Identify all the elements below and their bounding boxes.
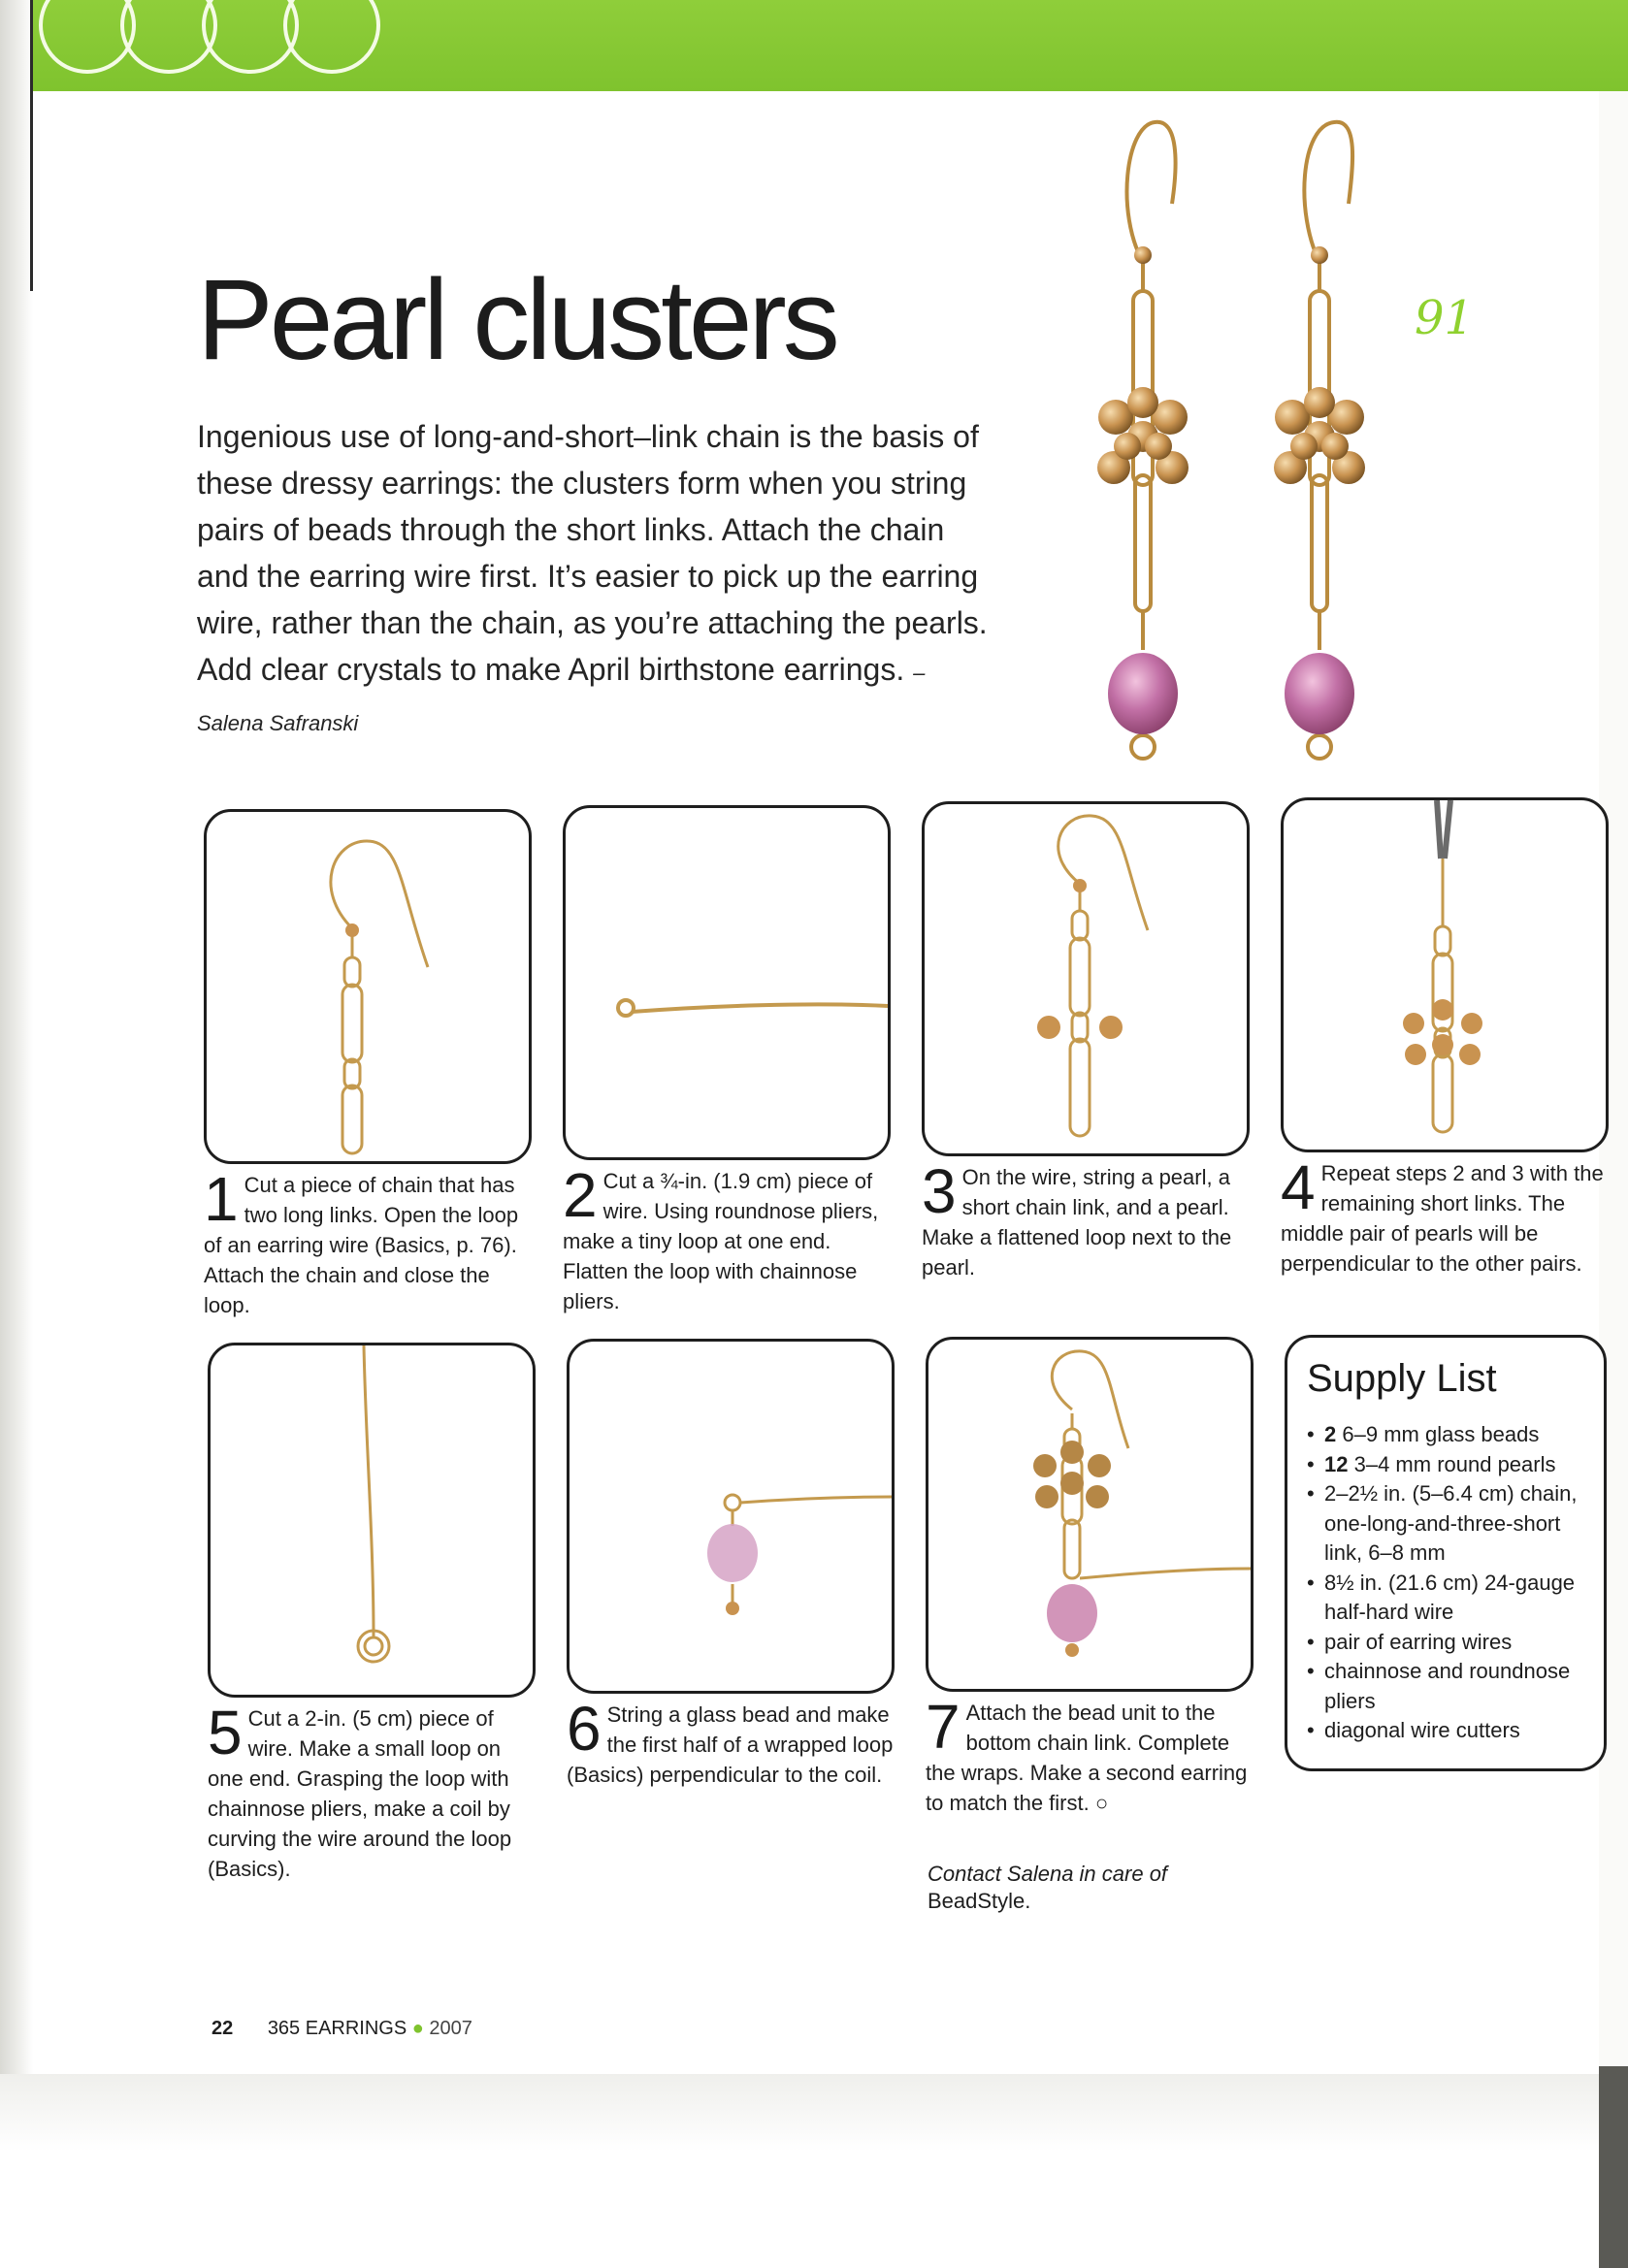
supply-item: [1307, 1628, 1586, 1658]
step-2-photo: [563, 805, 891, 1160]
supply-desc: pair of earring wires: [1324, 1629, 1513, 1654]
intro-text: Ingenious use of long-and-short–link chain is the basis of these dressy earrings: the clusters form when you string pairs of beads through the short links. Attach the chain and the earring wire first. It’s easier to pick up the earring wire, rather than the chain, as you’re attaching the pearls. Add clear crystals to make April birthstone earrings.: [197, 419, 988, 687]
step-4-text: [1281, 1152, 1611, 1279]
author-credit: – Salena Safranski: [197, 661, 926, 735]
step-number: 1: [204, 1164, 239, 1234]
supply-desc: 8½ in. (21.6 cm) 24-gauge half-hard wire: [1324, 1570, 1576, 1624]
supply-list-box: [1285, 1335, 1607, 1771]
page-footer: [212, 2018, 472, 2040]
step-instruction: Attach the bead unit to the bottom chain link. Complete the wraps. Make a second earring to match the first. ○: [926, 1701, 1248, 1815]
contact-note: [928, 1861, 1219, 1915]
earrings-photo: [1058, 107, 1407, 786]
step-1-text: [204, 1164, 534, 1320]
supply-item: [1307, 1420, 1586, 1450]
step-instruction: On the wire, string a pearl, a short chain link, and a pearl. Make a flattened loop next to the pearl.: [922, 1165, 1232, 1280]
supply-desc: 2–2½ in. (5–6.4 cm) chain, one-long-and-three-short link, 6–8 mm: [1324, 1481, 1578, 1565]
page-spine: [0, 0, 33, 2086]
step-instruction: Repeat steps 2 and 3 with the remaining short links. The middle pair of pearls will be perpendicular to the other pairs.: [1281, 1161, 1604, 1276]
supply-desc: diagonal wire cutters: [1324, 1718, 1520, 1742]
step-6-text: [567, 1694, 896, 1790]
step-3-photo: [922, 801, 1250, 1156]
contact-italic: Contact Salena in care of: [928, 1862, 1168, 1886]
scan-bottom: [0, 2074, 1628, 2268]
step-number: 6: [567, 1694, 602, 1764]
footer-bullet: ●: [411, 2018, 424, 2039]
decor-circle: [283, 0, 380, 74]
step-5-text: [208, 1698, 537, 1884]
supply-qty: 2: [1324, 1422, 1337, 1446]
step-5-photo: [208, 1343, 536, 1698]
step-7-photo: [926, 1337, 1254, 1692]
step-number: 3: [922, 1156, 957, 1226]
supply-qty: 12: [1324, 1451, 1349, 1476]
step-2-text: [563, 1160, 893, 1316]
issue-year: 2007: [429, 2018, 472, 2039]
article-title: Pearl clusters: [197, 256, 836, 384]
step-1-photo: [204, 809, 532, 1164]
step-instruction: Cut a 2-in. (5 cm) piece of wire. Make a small loop on one end. Grasping the loop with chainnose pliers, make a coil by curving the wire around the loop (Basics).: [208, 1706, 512, 1881]
step-instruction: Cut a ¾-in. (1.9 cm) piece of wire. Using roundnose pliers, make a tiny loop at one end. Flatten the loop with chainnose pliers.: [563, 1169, 879, 1313]
step-3-text: [922, 1156, 1252, 1282]
handwritten-page-mark: 91: [1415, 291, 1475, 345]
scan-corner: [1599, 2066, 1628, 2268]
header-band: [33, 0, 1628, 91]
supply-list: [1307, 1420, 1586, 1746]
contact-publisher: BeadStyle.: [928, 1889, 1031, 1913]
supply-item: [1307, 1569, 1586, 1628]
step-6-photo: [567, 1339, 895, 1694]
article-intro: [197, 413, 993, 747]
supply-item: [1307, 1450, 1586, 1480]
supply-item: [1307, 1716, 1586, 1746]
supply-desc: 6–9 mm glass beads: [1342, 1422, 1540, 1446]
step-number: 2: [563, 1160, 598, 1230]
step-number: 5: [208, 1698, 243, 1767]
supply-list-heading: Supply List: [1307, 1357, 1497, 1400]
magazine-name: 365 EARRINGS: [267, 2018, 407, 2039]
step-instruction: Cut a piece of chain that has two long links. Open the loop of an earring wire (Basics, p. 76). Attach the chain and close the loop.: [204, 1173, 519, 1317]
page-number: 22: [212, 2018, 234, 2039]
step-4-photo: [1281, 797, 1609, 1152]
supply-item: [1307, 1479, 1586, 1569]
step-instruction: String a glass bead and make the first half of a wrapped loop (Basics) perpendicular to the coil.: [567, 1702, 894, 1787]
step-7-text: [926, 1692, 1255, 1818]
step-number: 7: [926, 1692, 961, 1762]
supply-desc: 3–4 mm round pearls: [1353, 1451, 1556, 1476]
supply-desc: chainnose and roundnose pliers: [1324, 1659, 1571, 1713]
supply-item: [1307, 1657, 1586, 1716]
step-number: 4: [1281, 1152, 1316, 1222]
